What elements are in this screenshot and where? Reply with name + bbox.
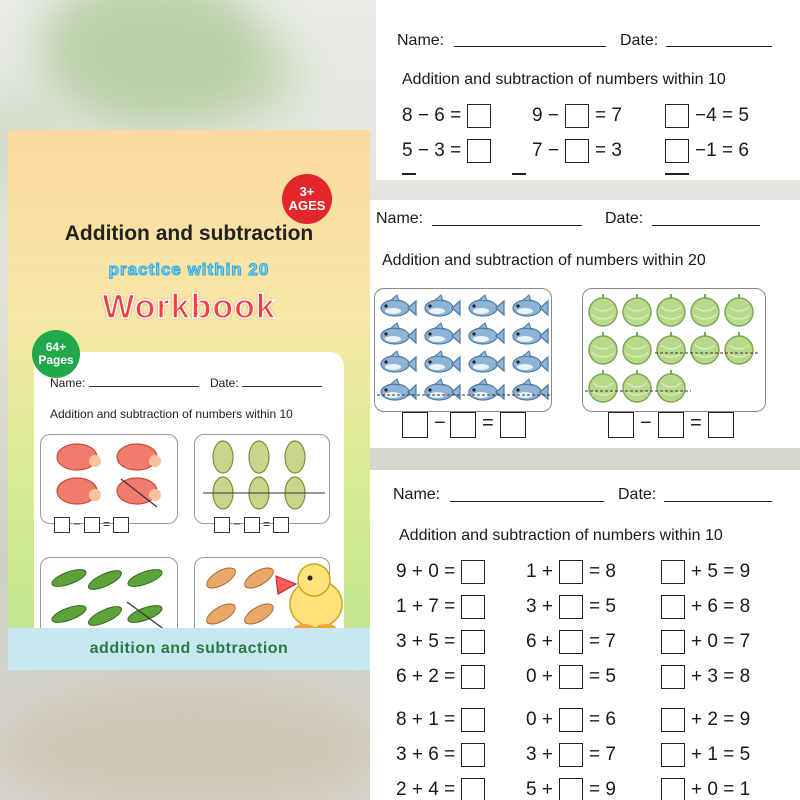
equation bbox=[396, 778, 485, 800]
name-underline bbox=[454, 46, 606, 47]
hedgehog-picture-card bbox=[40, 434, 178, 524]
cover-date-field bbox=[210, 376, 322, 390]
answer-box[interactable] bbox=[559, 708, 583, 732]
workbook-cover bbox=[8, 130, 370, 670]
date-label: Date: bbox=[620, 32, 659, 49]
equation-text: = 9 bbox=[588, 779, 616, 800]
answer-box[interactable] bbox=[461, 595, 485, 619]
equation-text: 2 + 4 = bbox=[396, 779, 456, 800]
date-label: Date: bbox=[210, 376, 239, 390]
equation-text: 5 − 3 = bbox=[402, 140, 462, 161]
name-underline bbox=[450, 501, 604, 502]
worksheet-bottom bbox=[370, 470, 800, 800]
equation-text: + 1 = 5 bbox=[691, 744, 751, 765]
equation-text: = 7 bbox=[588, 744, 616, 765]
equation-text: = 8 bbox=[588, 561, 616, 582]
equation-text: 3 + bbox=[526, 744, 553, 765]
cover-equation-2: − = bbox=[214, 517, 289, 533]
cover-workbook-label: Workbook bbox=[102, 288, 276, 326]
equation-text: = 7 bbox=[588, 631, 616, 652]
date-underline bbox=[652, 225, 760, 226]
cover-title: Addition and subtraction bbox=[64, 222, 314, 245]
equation-text: 8 + 1 = bbox=[396, 709, 456, 730]
answer-box[interactable] bbox=[661, 708, 685, 732]
pistachio-icon bbox=[195, 435, 331, 515]
equation-text: −4 = 5 bbox=[695, 105, 749, 126]
equation-text: 6 + bbox=[526, 631, 553, 652]
answer-box[interactable] bbox=[467, 139, 491, 163]
equation bbox=[526, 630, 616, 654]
worksheet-title: Addition and subtraction of numbers within 20 bbox=[382, 252, 706, 269]
worksheet-top bbox=[376, 0, 800, 180]
equation bbox=[661, 630, 750, 654]
name-label: Name: bbox=[50, 376, 86, 390]
worksheet-title: Addition and subtraction of numbers within 10 bbox=[402, 71, 726, 88]
date-label: Date: bbox=[618, 486, 657, 503]
cover-bottom-banner: addition and subtraction bbox=[8, 628, 370, 670]
answer-box[interactable] bbox=[461, 743, 485, 767]
equation bbox=[661, 560, 750, 584]
equation-text: 3 + 6 = bbox=[396, 744, 456, 765]
equation-text: 7 − bbox=[532, 140, 559, 161]
equation-text: + 3 = 8 bbox=[691, 666, 751, 687]
answer-box[interactable] bbox=[661, 630, 685, 654]
equation bbox=[665, 104, 749, 128]
answer-box[interactable] bbox=[665, 139, 689, 163]
hedgehog-icon bbox=[41, 435, 179, 515]
answer-box[interactable] bbox=[661, 743, 685, 767]
cover-name-field bbox=[50, 376, 199, 390]
cover-equation-1: − = bbox=[54, 517, 129, 533]
date-underline bbox=[664, 501, 772, 502]
equation-text: 6 + 2 = bbox=[396, 666, 456, 687]
equation-text: + 0 = 7 bbox=[691, 631, 751, 652]
equation-text: 1 + bbox=[526, 561, 553, 582]
equation bbox=[526, 743, 616, 767]
answer-box[interactable] bbox=[559, 560, 583, 584]
worksheet-middle bbox=[370, 200, 800, 448]
date-underline bbox=[242, 377, 322, 387]
equation-text: 9 − bbox=[532, 105, 559, 126]
melon-icon bbox=[583, 289, 767, 413]
equation bbox=[661, 743, 750, 767]
fish-icon bbox=[375, 289, 553, 413]
equation-text: 3 + bbox=[526, 596, 553, 617]
minus-sign: − bbox=[640, 412, 652, 434]
equation bbox=[526, 665, 616, 689]
okra-icon bbox=[41, 558, 179, 638]
equation bbox=[396, 560, 485, 584]
equals-sign: = bbox=[482, 412, 494, 434]
equation-text: 3 + 5 = bbox=[396, 631, 456, 652]
worksheet-title: Addition and subtraction of numbers within 10 bbox=[399, 527, 723, 544]
ages-badge: 3+ AGES bbox=[282, 174, 332, 224]
equation-text: = 5 bbox=[588, 666, 616, 687]
equation-text: 1 + 7 = bbox=[396, 596, 456, 617]
equation-text: + 2 = 9 bbox=[691, 709, 751, 730]
minus-sign: − bbox=[434, 412, 446, 434]
date-label: Date: bbox=[605, 210, 644, 227]
equation-text: + 5 = 9 bbox=[691, 561, 751, 582]
answer-box[interactable] bbox=[500, 412, 526, 438]
equation-text: = 7 bbox=[594, 105, 622, 126]
equation-text: 0 + bbox=[526, 709, 553, 730]
equation-text: + 6 = 8 bbox=[691, 596, 751, 617]
answer-box[interactable] bbox=[661, 665, 685, 689]
answer-box[interactable] bbox=[450, 412, 476, 438]
name-underline bbox=[432, 225, 582, 226]
equation bbox=[661, 778, 750, 800]
name-underline bbox=[89, 377, 199, 387]
equation-text: 8 − 6 = bbox=[402, 105, 462, 126]
answer-box[interactable] bbox=[402, 412, 428, 438]
answer-box[interactable] bbox=[661, 595, 685, 619]
equation bbox=[396, 595, 485, 619]
equation-text: + 0 = 1 bbox=[691, 779, 751, 800]
equals-sign: = bbox=[690, 412, 702, 434]
name-label: Name: bbox=[376, 210, 424, 227]
equation bbox=[526, 595, 616, 619]
equation-text: 0 + bbox=[526, 666, 553, 687]
answer-box[interactable] bbox=[565, 139, 589, 163]
answer-box[interactable] bbox=[559, 665, 583, 689]
background-table-blur bbox=[0, 690, 380, 800]
equation bbox=[402, 139, 491, 163]
answer-box[interactable] bbox=[461, 560, 485, 584]
duck-mascot-icon bbox=[268, 556, 348, 636]
equation-text: = 3 bbox=[594, 140, 622, 161]
equation bbox=[526, 560, 616, 584]
equation bbox=[402, 104, 491, 128]
equation bbox=[665, 139, 749, 163]
answer-box[interactable] bbox=[661, 778, 685, 800]
equation bbox=[532, 104, 622, 128]
answer-box[interactable] bbox=[559, 595, 583, 619]
answer-box[interactable] bbox=[665, 104, 689, 128]
answer-box[interactable] bbox=[559, 743, 583, 767]
date-underline bbox=[666, 46, 772, 47]
cover-subtitle: practice within 20 bbox=[108, 260, 270, 279]
equation bbox=[526, 778, 616, 800]
equation-text: = 6 bbox=[588, 709, 616, 730]
equation bbox=[396, 665, 485, 689]
equation bbox=[532, 139, 622, 163]
answer-box[interactable] bbox=[708, 412, 734, 438]
answer-box[interactable] bbox=[661, 560, 685, 584]
pages-badge: 64+ Pages bbox=[32, 330, 80, 378]
answer-box[interactable] bbox=[461, 708, 485, 732]
equation-text: 5 + bbox=[526, 779, 553, 800]
answer-box[interactable] bbox=[608, 412, 634, 438]
equation-text: −1 = 6 bbox=[695, 140, 749, 161]
answer-box[interactable] bbox=[461, 665, 485, 689]
cover-section-title: Addition and subtraction of numbers within 10 bbox=[50, 407, 293, 421]
melon-picture-card bbox=[582, 288, 766, 412]
answer-box[interactable] bbox=[467, 104, 491, 128]
answer-box[interactable] bbox=[461, 778, 485, 800]
equation bbox=[396, 630, 485, 654]
pistachio-picture-card bbox=[194, 434, 330, 524]
answer-box[interactable] bbox=[658, 412, 684, 438]
equation bbox=[661, 665, 750, 689]
answer-box[interactable] bbox=[565, 104, 589, 128]
equation-text: 9 + 0 = bbox=[396, 561, 456, 582]
name-label: Name: bbox=[397, 32, 445, 49]
answer-box[interactable] bbox=[559, 778, 583, 800]
equation bbox=[661, 595, 750, 619]
equation bbox=[661, 708, 750, 732]
equation bbox=[396, 743, 485, 767]
name-label: Name: bbox=[393, 486, 441, 503]
equation-text: = 5 bbox=[588, 596, 616, 617]
fish-picture-card bbox=[374, 288, 552, 412]
answer-box[interactable] bbox=[461, 630, 485, 654]
background-plant-blur bbox=[180, 30, 300, 120]
equation bbox=[526, 708, 616, 732]
answer-box[interactable] bbox=[559, 630, 583, 654]
cutoff-row bbox=[402, 173, 782, 180]
equation bbox=[396, 708, 485, 732]
